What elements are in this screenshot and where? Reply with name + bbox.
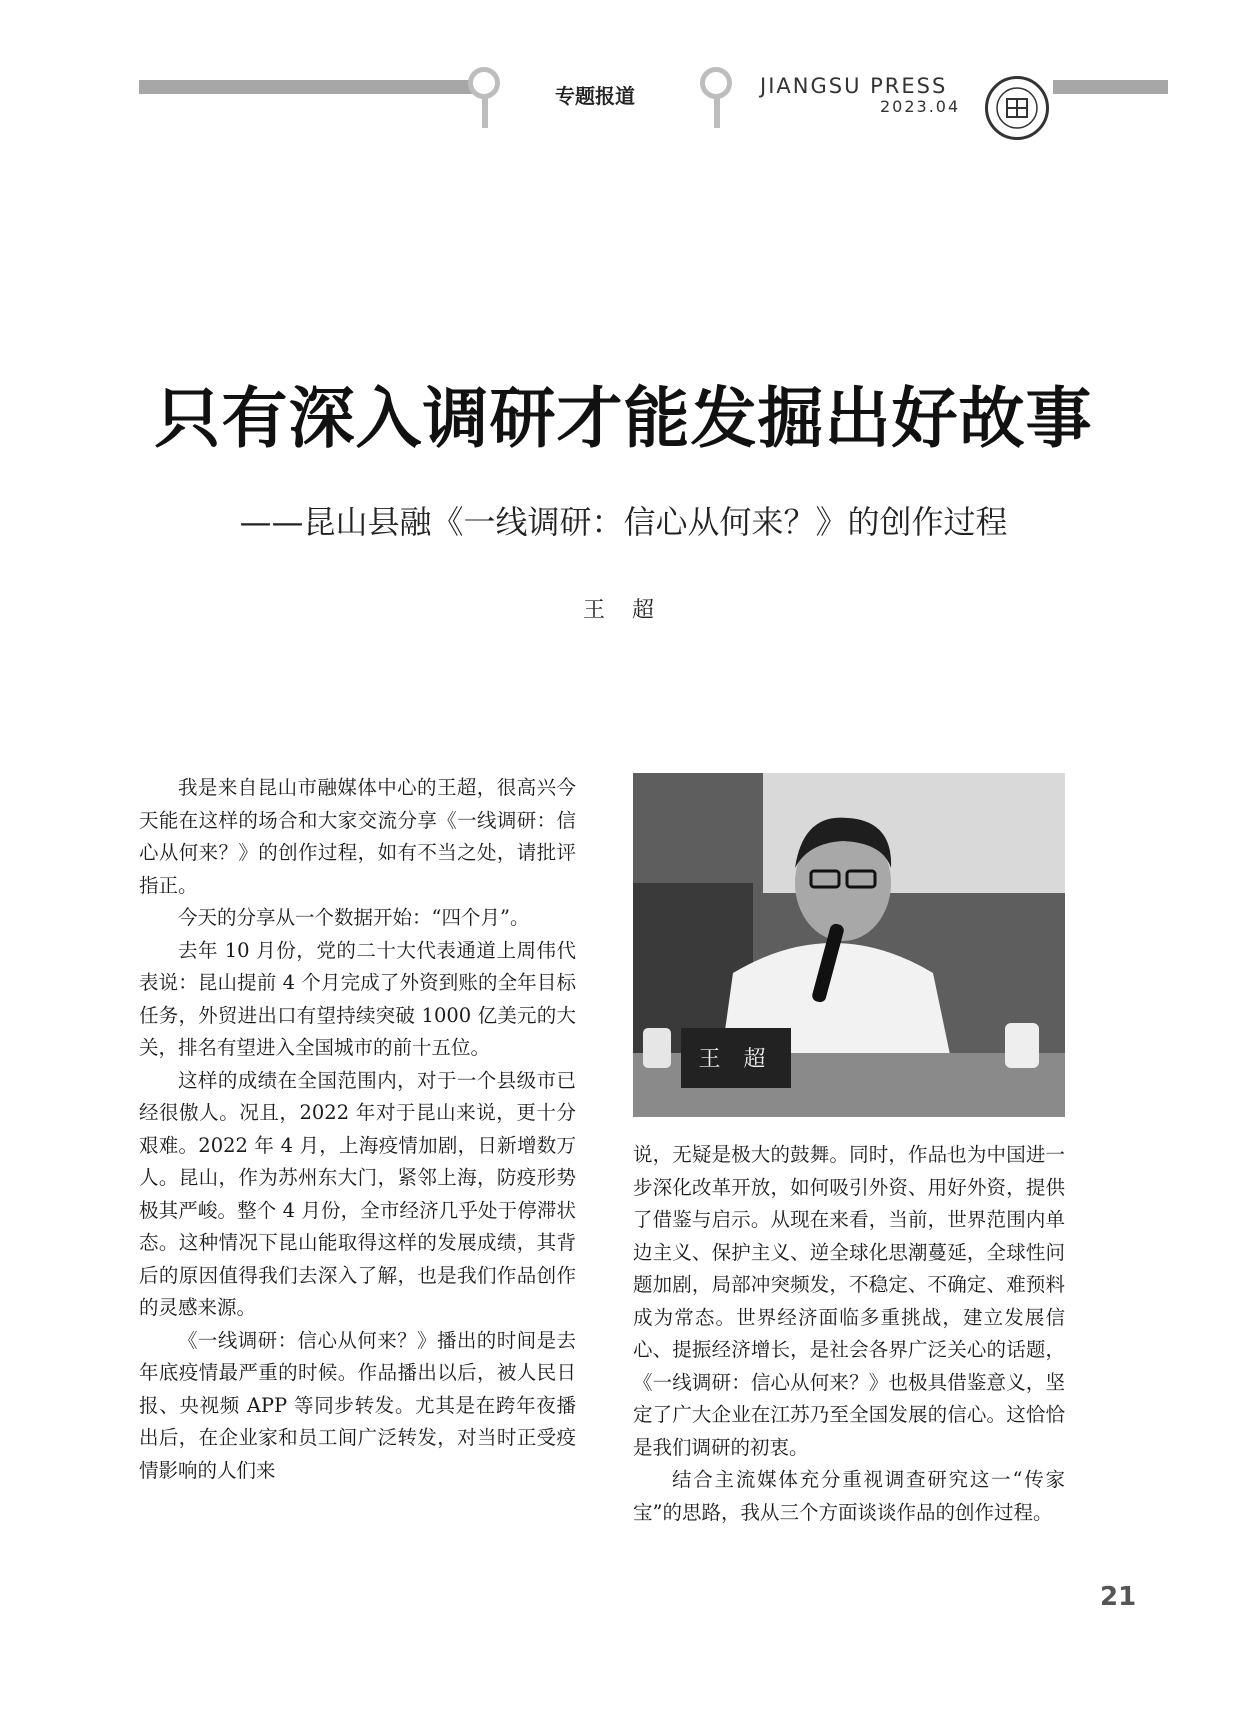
seal-emblem-icon [988,79,1046,137]
body-paragraph: 我是来自昆山市融媒体中心的王超，很高兴今天能在这样的场合和大家交流分享《一线调研：信心从何来？》的创作过程，如有不当之处，请批评指正。 [139,776,576,897]
map-pin-icon [468,67,500,99]
body-paragraph: 今天的分享从一个数据开始：“四个月”。 [178,906,530,929]
association-seal-logo [985,76,1049,140]
article-author: 王 超 [583,598,664,623]
body-paragraph: 去年 10 月份，党的二十大代表通道上周伟代表说：昆山提前 4 个月完成了外资到账的全年目标任务，外贸进出口有望持续突破 1000 亿美元的大关，排名有望进入全国城市的前十五位。 [139,938,576,1059]
nameplate-text: 王 超 [698,1047,774,1072]
header-rule-left [139,80,472,94]
map-pin-stem [714,98,720,128]
body-paragraph: 这样的成绩在全国范围内，对于一个县级市已经很傲人。况且，2022 年对于昆山来说，更十分艰难。2022 年 4 月，上海疫情加剧，日新增数万人。昆山，作为苏州东大门，紧邻上海，防疫形势极其严峻。整个 4 月份，全市经济几乎处于停滞状态。这种情况下昆山能取得这样的发展成绩，其背后的原因值得我们去深入了解，也是我们作品创作的灵感来源。 [139,1068,576,1319]
magazine-name: JIANGSU PRESS [760,74,948,98]
body-paragraph: 说，无疑是极大的鼓舞。同时，作品也为中国进一步深化改革开放，如何吸引外资、用好外资，提供了借鉴与启示。从现在来看，当前，世界范围内单边主义、保护主义、逆全球化思潮蔓延，全球性问题加剧，局部冲突频发，不稳定、不确定、难预料成为常态。世界经济面临多重挑战，建立发展信心、提振经济增长，是社会各界广泛关心的话题，《一线调研：信心从何来？》也极具借鉴意义，坚定了广大企业在江苏乃至全国发展的信心。这恰恰是我们调研的初衷。 [633,1143,1065,1459]
body-paragraph: 《一线调研：信心从何来？》播出的时间是去年底疫情最严重的时候。作品播出以后，被人民日报、央视频 APP 等同步转发。尤其是在跨年夜播出后，在企业家和员工间广泛转发，对当时正受疫情影响的人们来 [139,1328,576,1482]
article-subtitle: ——昆山县融《一线调研：信心从何来？》的创作过程 [239,503,1008,541]
speaker-photo-illustration [633,773,1065,1117]
body-column-left [139,772,576,1487]
map-pin-stem [482,98,488,128]
issue-number: 2023.04 [880,97,961,116]
body-column-right [633,1139,1065,1529]
page-number: 21 [1100,1582,1137,1612]
article-title: 只有深入调研才能发掘出好故事 [154,380,1093,457]
body-paragraph: 结合主流媒体充分重视调查研究这一“传家宝”的思路，我从三个方面谈谈作品的创作过程。 [633,1468,1065,1524]
header-rule-right [1053,80,1168,94]
author-photo [633,773,1065,1117]
section-label: 专题报道 [555,84,635,108]
map-pin-icon [700,67,732,99]
